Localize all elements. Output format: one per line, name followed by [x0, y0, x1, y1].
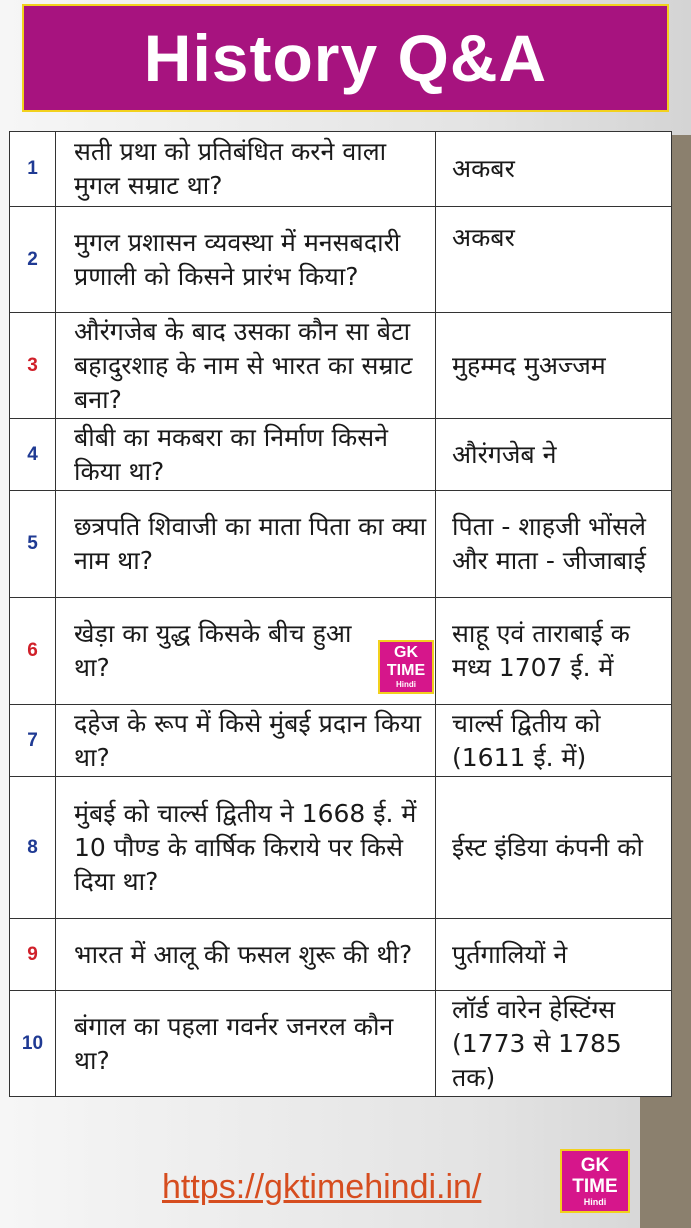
row-number: 8	[10, 777, 56, 919]
row-number: 4	[10, 419, 56, 491]
question-text: बीबी का मकबरा का निर्माण किसने किया था?	[74, 422, 389, 486]
question-cell	[56, 419, 436, 491]
answer-cell	[436, 419, 672, 491]
question-cell	[56, 777, 436, 919]
answer-text: मुहम्मद मुअज्जम	[452, 350, 606, 380]
table-row	[10, 705, 672, 777]
logo-text-time: TIME	[386, 662, 426, 679]
table-row	[10, 991, 672, 1097]
row-number: 7	[10, 705, 56, 777]
table-row	[10, 598, 672, 705]
table-row	[10, 207, 672, 313]
gk-time-logo-footer	[560, 1149, 630, 1213]
question-cell	[56, 313, 436, 419]
answer-cell	[436, 705, 672, 777]
question-cell	[56, 705, 436, 777]
question-text: खेड़ा का युद्ध किसके बीच हुआ था?	[74, 619, 352, 682]
answer-cell	[436, 598, 672, 705]
qa-table	[9, 131, 672, 1097]
question-cell	[56, 132, 436, 207]
answer-text: चार्ल्स द्वितीय को (1611 ई. में)	[452, 708, 601, 772]
question-text: बंगाल का पहला गवर्नर जनरल कौन था?	[74, 1011, 394, 1075]
table-row	[10, 132, 672, 207]
question-cell	[56, 919, 436, 991]
page-title: History Q&A	[143, 21, 548, 95]
question-text: औरंगजेब के बाद उसका कौन सा बेटा बहादुरशाह के नाम से भारत का सम्राट बना?	[74, 316, 413, 414]
table-row	[10, 419, 672, 491]
table-row	[10, 313, 672, 419]
row-number: 3	[10, 313, 56, 419]
logo-text-time: TIME	[572, 1175, 618, 1197]
table-row	[10, 777, 672, 919]
answer-cell	[436, 919, 672, 991]
answer-cell	[436, 491, 672, 598]
website-link[interactable]: https://gktimehindi.in/	[162, 1168, 482, 1206]
question-text: सती प्रथा को प्रतिबंधित करने वाला मुगल सम्राट था?	[74, 137, 387, 200]
logo-text-hindi: Hindi	[583, 1196, 607, 1207]
answer-cell	[436, 777, 672, 919]
question-cell	[56, 207, 436, 313]
question-cell	[56, 491, 436, 598]
question-text: दहेज के रूप में किसे मुंबई प्रदान किया था?	[74, 708, 422, 772]
logo-text-gk: GK	[580, 1154, 610, 1176]
row-number: 5	[10, 491, 56, 598]
table-row	[10, 491, 672, 598]
gk-time-logo	[378, 640, 434, 694]
answer-text: पिता - शाहजी भोंसले और माता - जीजाबाई	[452, 512, 646, 575]
table-row	[10, 919, 672, 991]
answer-text: लॉर्ड वारेन हेस्टिंग्स (1773 से 1785 तक)	[452, 994, 622, 1092]
logo-text-hindi: Hindi	[396, 680, 416, 689]
question-text: छत्रपति शिवाजी का माता पिता का क्या नाम था?	[74, 512, 427, 575]
row-number: 6	[10, 598, 56, 705]
answer-cell	[436, 991, 672, 1097]
row-number: 9	[10, 919, 56, 991]
question-cell	[56, 991, 436, 1097]
logo-text-gk: GK	[394, 644, 418, 661]
question-text: मुंबई को चार्ल्स द्वितीय ने 1668 ई. में 10 पौण्ड के वार्षिक किराये पर किसे दिया था?	[74, 798, 417, 896]
question-text: भारत में आलू की फसल शुरू की थी?	[74, 939, 413, 969]
answer-text: साहू एवं ताराबाई क मध्य 1707 ई. में	[452, 619, 630, 682]
answer-text: पुर्तगालियों ने	[452, 939, 568, 969]
answer-cell	[436, 132, 672, 207]
answer-text: अकबर	[452, 223, 515, 252]
row-number: 1	[10, 132, 56, 207]
answer-text: अकबर	[452, 154, 515, 183]
title-banner	[22, 4, 669, 112]
answer-text: ईस्ट इंडिया कंपनी को	[452, 832, 643, 862]
answer-text: औरंगजेब ने	[452, 439, 557, 469]
row-number: 2	[10, 207, 56, 313]
answer-cell	[436, 313, 672, 419]
row-number: 10	[10, 991, 56, 1097]
question-text: मुगल प्रशासन व्यवस्था में मनसबदारी प्रणाली को किसने प्रारंभ किया?	[74, 227, 401, 291]
answer-cell	[436, 207, 672, 313]
